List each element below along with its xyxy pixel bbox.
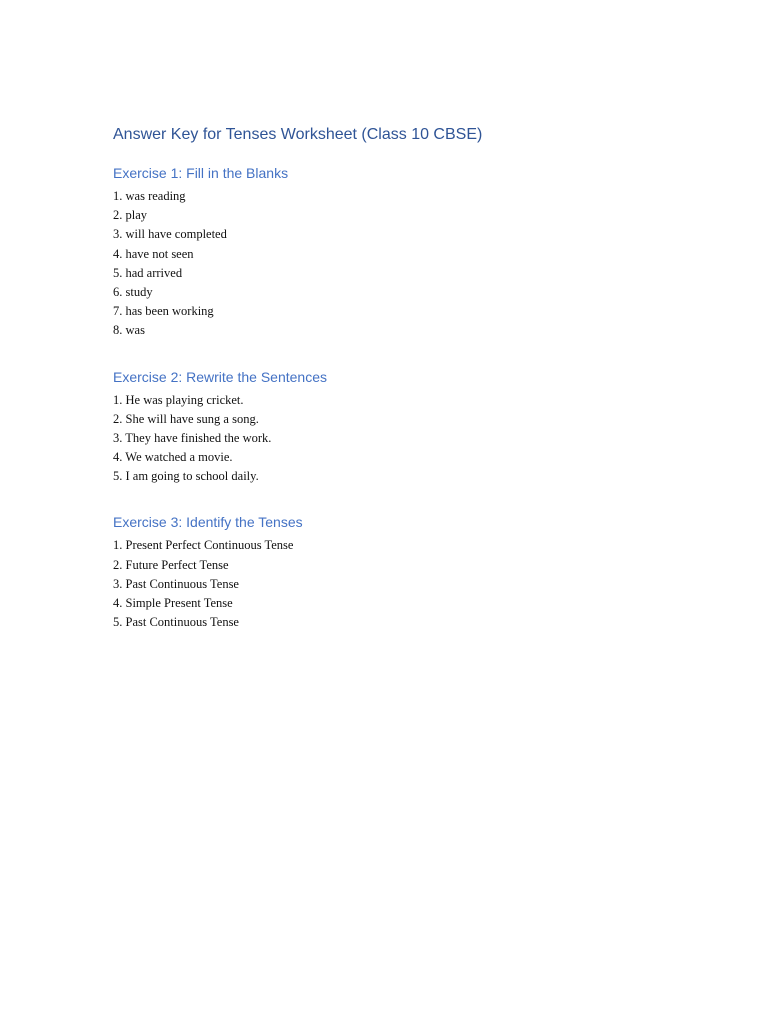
- exercise-3-heading: Exercise 3: Identify the Tenses: [113, 514, 303, 531]
- answer-item: 4. Simple Present Tense: [113, 596, 233, 610]
- exercise-3-answer-list: [113, 536, 713, 632]
- document-page: [113, 124, 713, 658]
- exercise-2-section: [113, 367, 713, 487]
- answer-item: 3. will have completed: [113, 227, 227, 242]
- answer-item: 4. have not seen: [113, 246, 194, 261]
- exercise-1-section: [113, 163, 713, 341]
- exercise-2-answer-list: [113, 391, 713, 487]
- exercise-1-answer-list: [113, 187, 713, 341]
- exercise-1-heading: Exercise 1: Fill in the Blanks: [113, 165, 289, 181]
- answer-item: 4. We watched a movie.: [113, 450, 233, 465]
- answer-item: 5. I am going to school daily.: [113, 469, 259, 484]
- answer-item: 7. has been working: [113, 304, 214, 319]
- answer-item: 1. Present Perfect Continuous Tense: [113, 538, 294, 553]
- answer-item: 3. Past Continuous Tense: [113, 576, 239, 591]
- answer-item: 8. was: [113, 323, 145, 338]
- exercise-2-heading: Exercise 2: Rewrite the Sentences: [113, 368, 327, 385]
- answer-item: 2. play: [113, 208, 148, 223]
- exercise-3-section: [113, 512, 713, 632]
- document-title: Answer Key for Tenses Worksheet (Class 10 CBSE): [113, 126, 483, 143]
- answer-item: 1. was reading: [113, 189, 186, 203]
- answer-item: 5. Past Continuous Tense: [113, 615, 239, 630]
- answer-item: 6. study: [113, 284, 153, 299]
- answer-item: 2. Future Perfect Tense: [113, 557, 229, 572]
- answer-item: 3. They have finished the work.: [113, 430, 272, 445]
- answer-item: 5. had arrived: [113, 265, 183, 280]
- answer-item: 2. She will have sung a song.: [113, 411, 259, 426]
- answer-item: 1. He was playing cricket.: [113, 392, 244, 407]
